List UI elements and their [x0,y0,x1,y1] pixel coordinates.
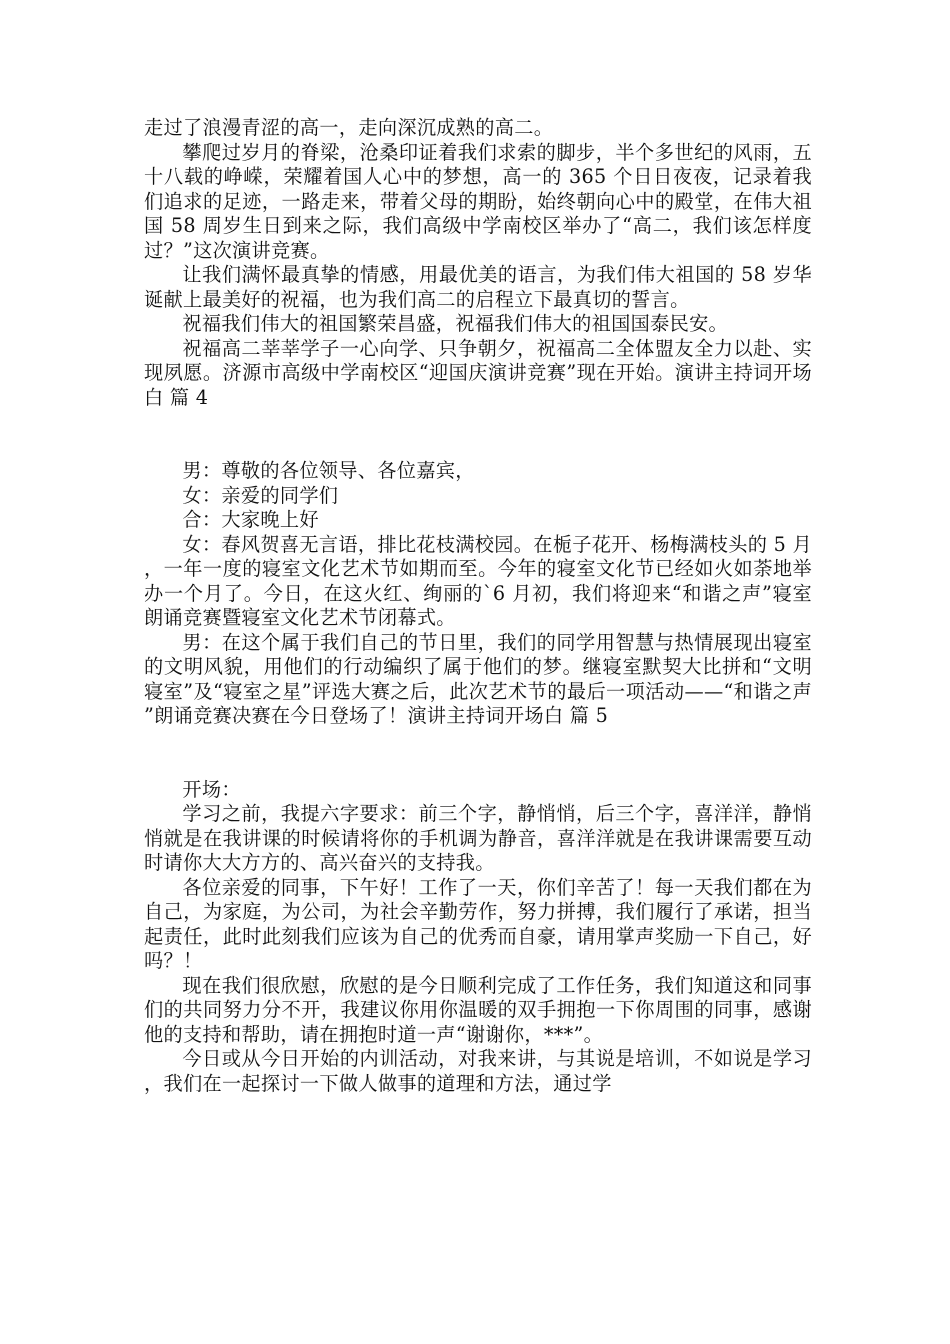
paragraph: 各位亲爱的同事，下午好！工作了一天，你们辛苦了！每一天我们都在为自己，为家庭，为公司，为社会辛勤劳作，努力拼搏，我们履行了承诺，担当起责任，此时此刻我们应该为自己的优秀而自豪，请用掌声奖励一下自己，好吗？！ [144,875,812,972]
paragraph: 攀爬过岁月的脊梁，沧桑印证着我们求索的脚步，半个多世纪的风雨，五十八载的峥嵘，荣耀着国人心中的梦想，高一的 365 个日日夜夜，记录着我们追求的足迹，一路走来，带着父母的期盼，始终朝向心中的殿堂，在伟大祖国 58 周岁生日到来之际，我们高级中学南校区举办了“高二，我们该怎样度过？”这次演讲竞赛。 [144,140,812,262]
paragraph: 女：春风贺喜无言语，排比花枝满校园。在栀子花开、杨梅满枝头的 5 月，一年一度的寝室文化艺术节如期而至。今年的寝室文化节已经如火如荼地举办一个月了。今日，在这火红、绚丽的`6 月初，我们将迎来“和谐之声”寝室朗诵竞赛暨寝室文化艺术节闭幕式。 [144,532,812,629]
paragraph: 让我们满怀最真挚的情感，用最优美的语言，为我们伟大祖国的 58 岁华诞献上最美好的祝福，也为我们高二的启程立下最真切的誓言。 [144,263,812,311]
paragraph: 今日或从今日开始的内训活动，对我来讲，与其说是培训，不如说是学习，我们在一起探讨一下做人做事的道理和方法，通过学 [144,1047,812,1095]
section-gap [144,729,812,778]
paragraph: 学习之前，我提六字要求：前三个字，静悄悄，后三个字，喜洋洋，静悄悄就是在我讲课的时候请将你的手机调为静音，喜洋洋就是在我讲课需要互动时请你大大方方的、高兴奋兴的支持我。 [144,802,812,874]
paragraph: 女：亲爱的同学们 [182,483,339,507]
paragraph: 走过了浪漫青涩的高一，走向深沉成熟的高二。 [144,116,554,139]
paragraph: 合：大家晚上好 [182,508,319,531]
paragraph: 祝福我们伟大的祖国繁荣昌盛，祝福我们伟大的祖国国泰民安。 [182,312,729,335]
paragraph: 开场： [182,777,241,801]
paragraph: 祝福高二莘莘学子一心向学、只争朝夕，祝福高二全体盟友全力以赴、实现夙愿。济源市高级中学南校区“迎国庆演讲竞赛”现在开始。演讲主持词开场白 篇 4 [144,336,812,409]
document-page [144,116,812,1096]
paragraph: 男：尊敬的各位领导、各位嘉宾， [182,459,475,482]
paragraph: 男：在这个属于我们自己的节日里，我们的同学用智慧与热情展现出寝室的文明风貌，用他们的行动编织了属于他们的梦。继寝室默契大比拼和“文明寝室”及“寝室之星”评选大赛之后，此次艺术节的最后一项活动——“和谐之声”朗诵竞赛决赛在今日登场了！演讲主持词开场白 篇 5 [144,630,812,727]
paragraph: 现在我们很欣慰，欣慰的是今日顺利完成了工作任务，我们知道这和同事们的共同努力分不开，我建议你用你温暖的双手拥抱一下你周围的同事，感谢他的支持和帮助，请在拥抱时道一声“谢谢你，***”。 [144,973,812,1046]
section-gap [144,410,812,459]
